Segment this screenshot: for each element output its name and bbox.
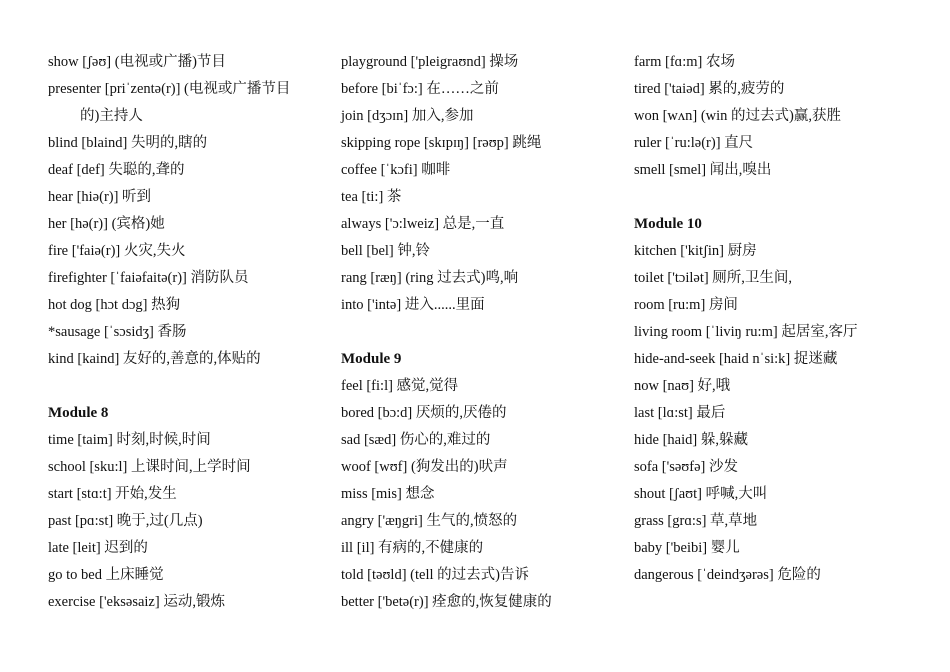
vocab-entry: playground ['pleigraʊnd] 操场: [341, 54, 519, 70]
vocab-entry: go to bed 上床睡觉: [48, 567, 164, 583]
vocab-entry: shout [ʃaʊt] 呼喊,大叫: [634, 486, 768, 502]
vocab-entry: ill [il] 有病的,不健康的: [341, 540, 484, 556]
vocab-entry: kind [kaind] 友好的,善意的,体贴的: [48, 351, 261, 367]
vocab-entry: now [naʊ] 好,哦: [634, 378, 731, 394]
module-heading: Module 9: [341, 351, 402, 367]
vocab-entry: sofa ['səʊfə] 沙发: [634, 459, 738, 475]
vocab-entry: coffee [ˈkɔfi] 咖啡: [341, 162, 451, 178]
vocab-entry: hot dog [hɔt dɔg] 热狗: [48, 297, 181, 313]
vocab-entry: always ['ɔ:lweiz] 总是,一直: [341, 216, 505, 232]
vocab-entry: room [ru:m] 房间: [634, 297, 738, 313]
vocab-entry: bell [bel] 钟,铃: [341, 243, 430, 259]
vocab-entry: firefighter [ˈfaiəfaitə(r)] 消防队员: [48, 270, 249, 286]
vocab-entry: kitchen ['kitʃin] 厨房: [634, 243, 757, 259]
vocab-entry: won [wʌn] (win 的过去式)赢,获胜: [634, 108, 842, 124]
vocab-entry: bored [bɔ:d] 厌烦的,厌倦的: [341, 405, 507, 421]
vocab-entry: better ['betə(r)] 痊愈的,恢复健康的: [341, 594, 552, 610]
vocab-entry: time [taim] 时刻,时候,时间: [48, 432, 211, 448]
vocab-entry: join [dʒɔɪn] 加入,参加: [341, 108, 474, 124]
vocab-entry: tired ['taiəd] 累的,疲劳的: [634, 81, 785, 97]
vocab-entry: into ['intə] 进入......里面: [341, 297, 485, 313]
vocab-entry: toilet ['tɔilət] 厕所,卫生间,: [634, 270, 793, 286]
vocab-entry: hear [hiə(r)] 听到: [48, 189, 152, 205]
vocab-entry: *sausage [ˈsɔsidʒ] 香肠: [48, 324, 187, 340]
vocab-entry: woof [wʊf] (狗发出的)吠声: [341, 459, 508, 475]
vocab-entry: deaf [def] 失聪的,聋的: [48, 162, 185, 178]
vocab-entry: hide-and-seek [haid nˈsi:k] 捉迷藏: [634, 351, 838, 367]
vocab-entry: show [ʃəʊ] (电视或广播)节目: [48, 54, 226, 70]
blank-line: [48, 373, 323, 400]
vocab-entry: past [pɑ:st] 晚于,过(几点): [48, 513, 203, 529]
column-3: [634, 49, 934, 589]
vocab-entry: smell [smel] 闻出,嗅出: [634, 162, 772, 178]
column-2: [341, 49, 621, 616]
vocab-entry: angry ['æŋgri] 生气的,愤怒的: [341, 513, 518, 529]
vocab-entry: blind [blaind] 失明的,瞎的: [48, 135, 208, 151]
vocab-entry: feel [fi:l] 感觉,觉得: [341, 378, 459, 394]
vocab-entry: skipping rope [skɪpɪŋ] [rəʊp] 跳绳: [341, 135, 542, 151]
entry-continuation: 的)主持人: [80, 108, 143, 124]
blank-line: [341, 319, 621, 346]
module-heading: Module 10: [634, 216, 702, 232]
vocab-entry: ruler [ˈru:lə(r)] 直尺: [634, 135, 754, 151]
vocab-entry: fire ['faiə(r)] 火灾,失火: [48, 243, 186, 259]
vocab-entry: dangerous [ˈdeindʒərəs] 危险的: [634, 567, 821, 583]
vocab-entry: baby ['beibi] 婴儿: [634, 540, 740, 556]
vocab-entry: grass [grɑ:s] 草,草地: [634, 513, 758, 529]
vocab-entry: hide [haid] 躲,躲藏: [634, 432, 748, 448]
vocab-entry: miss [mis] 想念: [341, 486, 435, 502]
module-heading: Module 8: [48, 405, 109, 421]
vocab-entry: last [lɑ:st] 最后: [634, 405, 726, 421]
blank-line: [634, 184, 934, 211]
vocab-entry: rang [ræŋ] (ring 过去式)鸣,响: [341, 270, 519, 286]
vocab-entry: presenter [priˈzentə(r)] (电视或广播节目: [48, 81, 291, 97]
vocab-entry: living room [ˈliviŋ ru:m] 起居室,客厅: [634, 324, 858, 340]
vocab-entry: before [biˈfɔ:] 在……之前: [341, 81, 499, 97]
vocab-entry: sad [sæd] 伤心的,难过的: [341, 432, 491, 448]
vocab-entry: school [sku:l] 上课时间,上学时间: [48, 459, 251, 475]
vocab-entry: farm [fɑ:m] 农场: [634, 54, 735, 70]
vocab-entry: start [stɑ:t] 开始,发生: [48, 486, 177, 502]
vocab-entry: exercise ['eksəsaiz] 运动,锻炼: [48, 594, 225, 610]
vocab-entry: tea [ti:] 茶: [341, 189, 402, 205]
vocab-entry: told [təʊld] (tell 的过去式)告诉: [341, 567, 529, 583]
column-1: [48, 49, 323, 616]
vocab-entry: her [hə(r)] (宾格)她: [48, 216, 165, 232]
vocab-entry: late [leit] 迟到的: [48, 540, 148, 556]
